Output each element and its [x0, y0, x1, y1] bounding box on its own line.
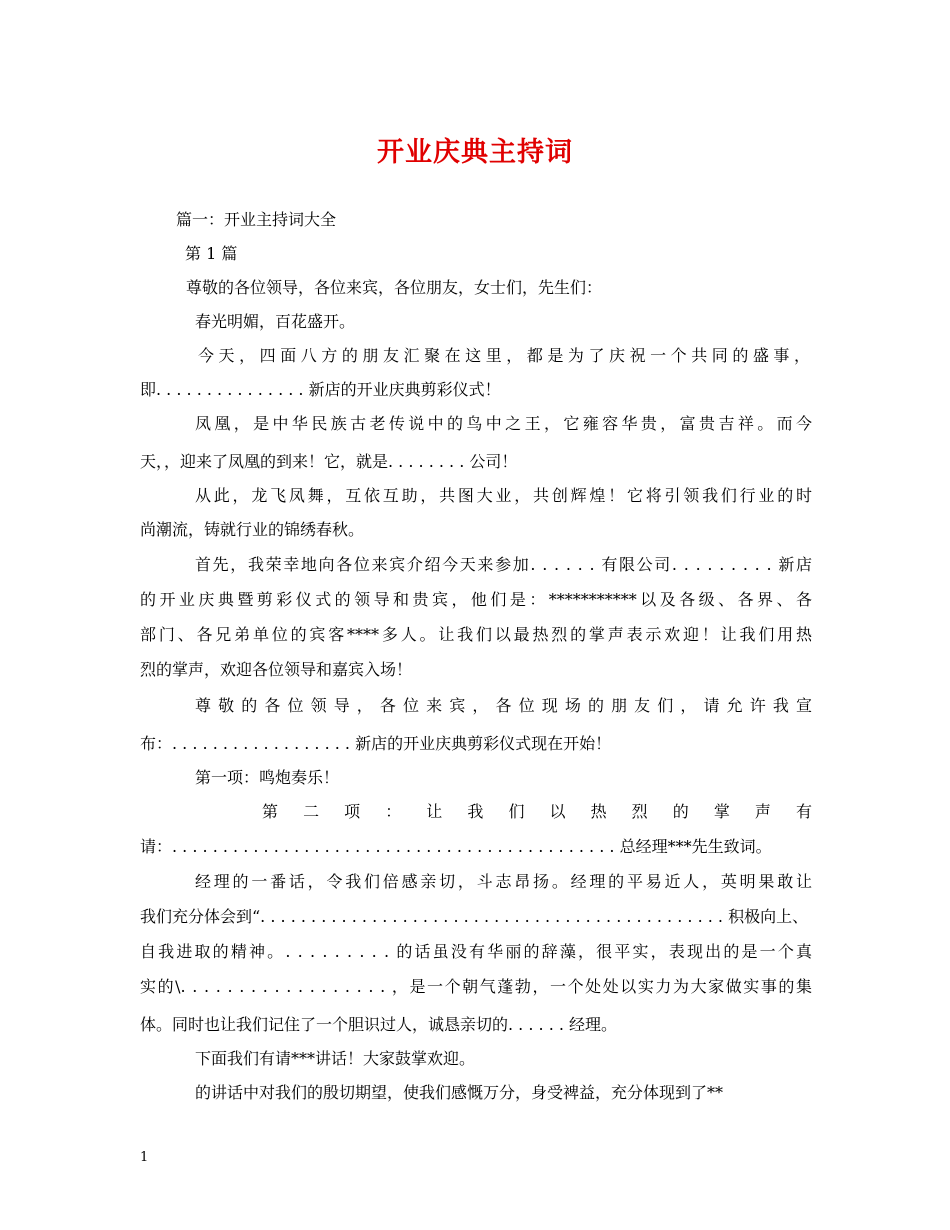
paragraph-line: 的讲话中对我们的殷切期望，使我们感慨万分，身受裨益，充分体现到了** [195, 1083, 724, 1102]
paragraph-line: 实的\. . . . . . . . . . . . . . . . . . ，是一个朝气蓬勃，一个处处以实力为大家做实事的集 [140, 977, 812, 996]
paragraph-line: 尊敬的各位领导，各位来宾，各位现场的朋友们，请允许我宣 [195, 696, 812, 715]
document-title: 开业庆典主持词 [377, 137, 573, 168]
paragraph-line: 布：. . . . . . . . . . . . . . . . . . 新店的开业庆典剪彩仪式现在开始！ [140, 734, 612, 753]
paragraph-line: 请：. . . . . . . . . . . . . . . . . . . . . . . . . . . . . . . . . . . . . . . . . . . . 总经理***先生致词。 [140, 837, 772, 856]
paragraph-line: 从此，龙飞凤舞，互依互助，共图大业，共创辉煌！它将引领我们行业的时 [195, 486, 812, 505]
paragraph-line: 凤凰，是中华民族古老传说中的鸟中之王，它雍容华贵，富贵吉祥。而今 [195, 414, 812, 433]
section-heading: 篇一：开业主持词大全 [176, 210, 337, 229]
paragraph-line: 第二项：让我们以热烈的掌声有 [262, 802, 812, 821]
paragraph-line: 下面我们有请***讲话！大家鼓掌欢迎。 [195, 1049, 476, 1068]
paragraph-line: 首先，我荣幸地向各位来宾介绍今天来参加. . . . . . 有限公司. . . . . . . . . 新店 [195, 555, 812, 574]
paragraph-line: 烈的掌声，欢迎各位领导和嘉宾入场！ [140, 660, 413, 679]
paragraph-line: 即. . . . . . . . . . . . . . . 新店的开业庆典剪彩仪式！ [140, 380, 501, 399]
paragraph-line: 我们充分体会到“. . . . . . . . . . . . . . . . . . . . . . . . . . . . . . . . . . . . . . . . . . . . . . 积极向上、 [140, 907, 809, 926]
page-number: 1 [140, 1150, 149, 1165]
paragraph-line: 尚潮流，铸就行业的锦绣春秋。 [140, 520, 365, 539]
salutation: 尊敬的各位领导，各位来宾，各位朋友，女士们，先生们： [186, 278, 603, 297]
chapter-label: 第 1 篇 [185, 244, 238, 263]
paragraph-line: 自我进取的精神。. . . . . . . . . 的话虽没有华丽的辞藻，很平实，表现出的是一个真 [140, 942, 812, 961]
paragraph-line: 第一项：鸣炮奏乐！ [195, 768, 340, 787]
paragraph-line: 今天，四面八方的朋友汇聚在这里，都是为了庆祝一个共同的盛事， [198, 346, 810, 365]
paragraph-line: 经理的一番话，令我们倍感亲切，斗志昂扬。经理的平易近人，英明果敢让 [195, 872, 812, 891]
paragraph-line: 天，，迎来了凤凰的到来！它，就是. . . . . . . . 公司！ [140, 452, 518, 471]
paragraph-line: 的开业庆典暨剪彩仪式的领导和贵宾，他们是：***********以及各级、各界、各 [140, 590, 812, 609]
paragraph-line: 春光明媚，百花盛开。 [195, 312, 356, 331]
paragraph-line: 部门、各兄弟单位的宾客****多人。让我们以最热烈的掌声表示欢迎！让我们用热 [140, 625, 812, 644]
paragraph-line: 体。同时也让我们记住了一个胆识过人，诚恳亲切的. . . . . . 经理。 [140, 1015, 618, 1034]
